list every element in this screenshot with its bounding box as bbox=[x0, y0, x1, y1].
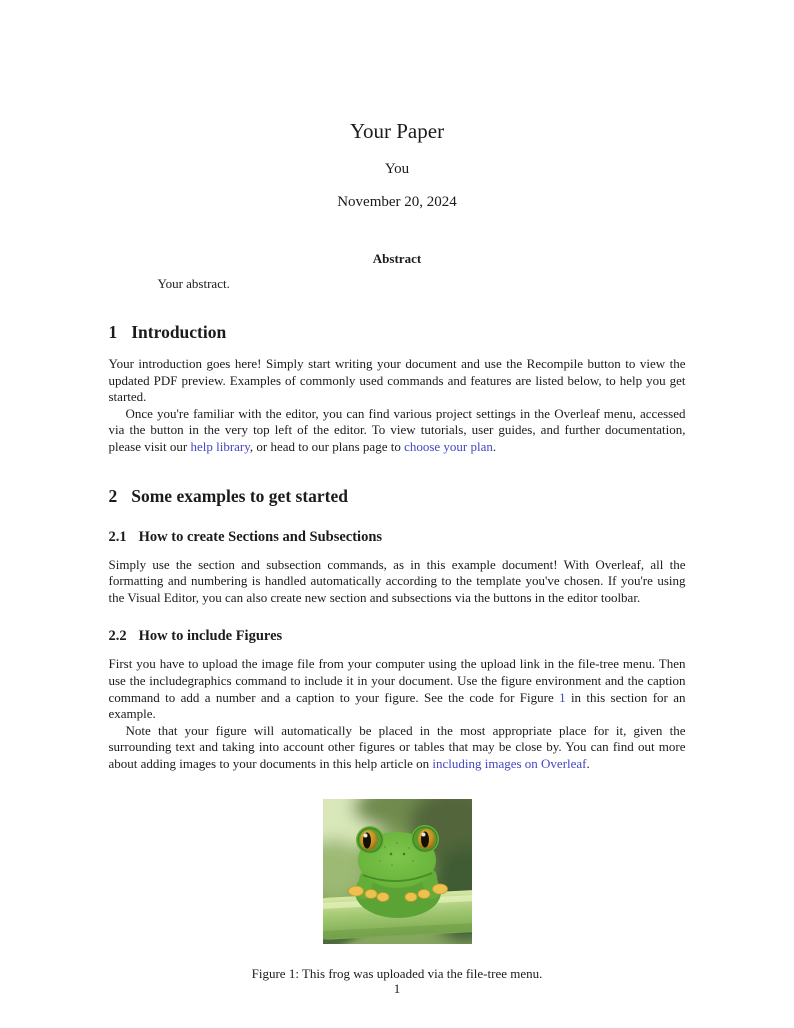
subsection-2-2-title: How to include Figures bbox=[138, 628, 283, 645]
abstract bbox=[109, 251, 686, 292]
section-2-heading bbox=[109, 486, 686, 507]
text-run: , or head to our plans page to bbox=[249, 438, 405, 454]
text-run: Once you're familiar with the editor, you can find various project settings in the Overleaf menu, accessed via the button in the very top left of the editor. To view tutorials, user guides, and further documentation, please visit our bbox=[108, 405, 686, 454]
subsection-2-2-heading bbox=[109, 628, 686, 645]
section-1-paragraph-2 bbox=[109, 406, 686, 456]
paper-title: Your Paper bbox=[349, 119, 445, 143]
paper-author: You bbox=[384, 161, 410, 177]
abstract-heading: Abstract bbox=[372, 251, 422, 266]
section-1-title: Introduction bbox=[131, 322, 227, 342]
subsection-2-2-paragraph-2 bbox=[109, 723, 686, 773]
subsection-2-1-number: 2.1 bbox=[108, 528, 127, 545]
figure-1-reference-link[interactable]: 1 bbox=[559, 689, 566, 705]
section-1-number: 1 bbox=[108, 322, 118, 342]
subsection-2-2-paragraph-1 bbox=[109, 656, 686, 722]
text-run: First you have to upload the image file from your computer using the upload link in the file-tree menu. Then use the includegraphics command to include it in your document. Use the figure environment and the caption command to add a number and a caption to your figure. See the code for Figure bbox=[108, 656, 686, 705]
frog-photo bbox=[323, 799, 472, 944]
subsection-2-1-heading bbox=[109, 529, 686, 546]
text-run: . bbox=[586, 755, 590, 771]
subsection-2-1-title: How to create Sections and Subsections bbox=[138, 528, 383, 545]
text-block bbox=[109, 0, 686, 982]
help-library-link[interactable]: help library bbox=[190, 438, 250, 454]
section-2-title: Some examples to get started bbox=[131, 485, 349, 506]
text-run: . bbox=[492, 438, 497, 454]
figure-1-caption-label: Figure 1: bbox=[251, 965, 299, 981]
figure-1 bbox=[109, 799, 686, 982]
text-run: in this section for an example. bbox=[108, 689, 686, 722]
subsection-2-1-paragraph-1: Simply use the section and subsection commands, as in this example document! With Overleaf, all the formatting and numbering is handled automatically according to the template you've chosen. If you're using the Visual Editor, you can also create new section and subsections via the buttons in the editor toolbar. bbox=[108, 556, 686, 605]
abstract-text: Your abstract. bbox=[157, 276, 230, 291]
subsection-2-2-number: 2.2 bbox=[108, 628, 127, 645]
paper-date: November 20, 2024 bbox=[337, 194, 457, 210]
section-2-number: 2 bbox=[108, 485, 118, 506]
figure-1-caption-text: This frog was uploaded via the file-tree menu. bbox=[301, 965, 543, 981]
choose-your-plan-link[interactable]: choose your plan bbox=[404, 438, 493, 454]
section-1-heading bbox=[109, 322, 686, 343]
page-number: 1 bbox=[393, 981, 401, 996]
figure-1-caption bbox=[109, 966, 686, 982]
text-run: Note that your figure will automatically be placed in the most appropriate place for it, given the surrounding text and taking into account other figures or tables that may be close by. You can find out more about adding images to your documents in this help article on bbox=[108, 722, 686, 771]
section-1-paragraph-1: Your introduction goes here! Simply start writing your document and use the Recompile button to view the updated PDF preview. Examples of commonly used commands and features are listed below, to help you get started. bbox=[108, 356, 686, 405]
including-images-on-overleaf-link[interactable]: including images on Overleaf bbox=[432, 755, 587, 771]
